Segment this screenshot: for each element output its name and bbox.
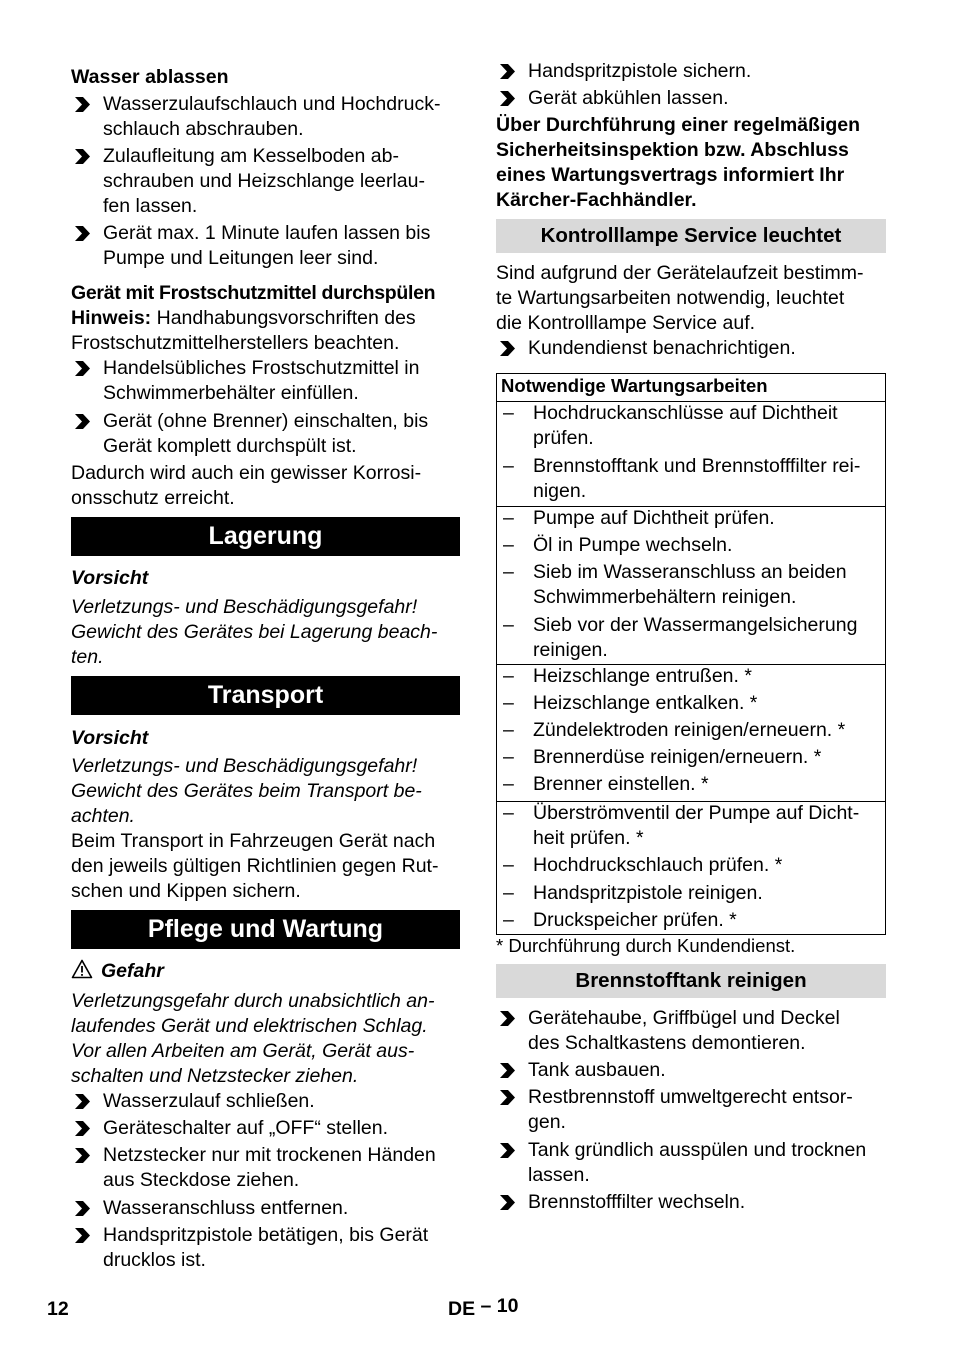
step-line: schrauben und Heizschlange leerlau- [103, 170, 425, 192]
step-line: lassen. [528, 1164, 590, 1186]
step-line: Wasserzulauf schließen. [103, 1090, 315, 1112]
arrow-icon [71, 1223, 95, 1248]
step-item [71, 409, 460, 459]
step-line: Geräteschalter auf „OFF“ stellen. [103, 1117, 389, 1139]
dash-bullet: – [503, 719, 514, 741]
service-info-paragraph [496, 113, 886, 213]
service-text [496, 261, 886, 336]
step-item [496, 1006, 886, 1056]
text-line: Sind aufgrund der Gerätelaufzeit bestimm- [496, 262, 864, 284]
list-item [497, 853, 885, 878]
text-line: Heizschlange entrußen. * [533, 665, 752, 687]
arrow-icon [496, 1190, 520, 1215]
dash-bullet: – [503, 507, 514, 529]
step-line: Kundendienst benachrichtigen. [528, 337, 796, 359]
step-line: Restbrennstoff umweltgerecht entsor- [528, 1086, 853, 1108]
text-line: Zündelektroden reinigen/erneuern. * [533, 719, 846, 741]
text-line: onsschutz erreicht. [71, 487, 235, 509]
hinweis-line-2: Frostschutzmittelherstellers beachten. [71, 332, 400, 354]
list-item [497, 745, 885, 770]
step-item [496, 86, 886, 111]
step-line: fen lassen. [103, 195, 198, 217]
arrow-icon [496, 1138, 520, 1163]
text-line: Pumpe auf Dichtheit prüfen. [533, 507, 775, 529]
text-line: Heizschlange entkalken. * [533, 692, 758, 714]
lang-code: DE [448, 1298, 476, 1320]
text-line: nigen. [533, 480, 587, 502]
page-number: 12 [47, 1298, 69, 1320]
arrow-icon [71, 409, 95, 434]
section-title-transport: Transport [71, 676, 460, 715]
text-line: prüfen. [533, 427, 594, 449]
step-line: Gerät komplett durchspült ist. [103, 435, 357, 457]
dash-bullet: – [503, 882, 514, 904]
text-line: Brenner einstellen. * [533, 773, 709, 795]
arrow-icon [71, 1089, 95, 1114]
step-line: Netzstecker nur mit trockenen Händen [103, 1144, 436, 1166]
heading-frostschutz: Gerät mit Frostschutzmittel durchspülen [71, 282, 436, 304]
step-line: Handspritzpistole betätigen, bis Gerät [103, 1224, 429, 1246]
dash-bullet: – [503, 561, 514, 583]
step-line: Wasserzulaufschlauch und Hochdruck- [103, 93, 441, 115]
arrow-icon [71, 356, 95, 381]
text-line: ten. [71, 646, 104, 668]
text-line: te Wartungsarbeiten notwendig, leuchtet [496, 287, 845, 309]
list-item [497, 691, 885, 716]
text-line: Handspritzpistole reinigen. [533, 882, 763, 904]
text-line: Öl in Pumpe wechseln. [533, 534, 733, 556]
vorsicht-label: Vorsicht [71, 727, 149, 749]
dash-bullet: – [503, 802, 514, 824]
step-item [496, 1138, 886, 1188]
text-line: eines Wartungsvertrags informiert Ihr [496, 164, 845, 186]
step-line: Brennstofffilter wechseln. [528, 1191, 746, 1213]
arrow-icon [496, 336, 520, 361]
step-line: gen. [528, 1111, 566, 1133]
text-line: laufendes Gerät und elektrischen Schlag. [71, 1015, 428, 1037]
step-item [496, 336, 886, 361]
section-title-pflege: Pflege und Wartung [71, 910, 460, 949]
dash-bullet: – [503, 746, 514, 768]
frost-note [71, 461, 460, 511]
step-line: drucklos ist. [103, 1249, 206, 1271]
subsection-title-brennstofftank: Brennstofftank reinigen [496, 964, 886, 998]
step-item [496, 59, 886, 84]
text-line: den jeweils gültigen Richtlinien gegen Rut- [71, 855, 439, 877]
text-line: Gewicht des Gerätes beim Transport be- [71, 780, 422, 802]
text-line: Gewicht des Gerätes bei Lagerung beach- [71, 621, 438, 643]
text-line: Sieb vor der Wassermangelsicherung [533, 614, 858, 636]
list-item [497, 881, 885, 906]
text-line: Brennstofftank und Brennstofffilter rei- [533, 455, 861, 477]
hinweis-text: Handhabungsvorschriften des [151, 307, 416, 329]
maintenance-table [496, 373, 886, 935]
text-line: die Kontrolllampe Service auf. [496, 312, 756, 334]
text-line: Beim Transport in Fahrzeugen Gerät nach [71, 830, 436, 852]
dash-bullet: – [503, 665, 514, 687]
dash-bullet: – [503, 614, 514, 636]
transport-warning [71, 754, 460, 829]
footer-lang [448, 1297, 519, 1322]
text-line: Sicherheitsinspektion bzw. Abschluss [496, 139, 849, 161]
text-line: Überströmventil der Pumpe auf Dicht- [533, 802, 860, 824]
step-item [496, 1190, 886, 1215]
list-item [497, 664, 885, 689]
text-line: Hochdruckanschlüsse auf Dichtheit [533, 402, 838, 424]
step-line: Handspritzpistole sichern. [528, 60, 752, 82]
text-line: Hochdruckschlauch prüfen. * [533, 854, 783, 876]
text-line: Dadurch wird auch ein gewisser Korrosi- [71, 462, 422, 484]
step-item [71, 1223, 460, 1273]
text-line: Verletzungs- und Beschädigungsgefahr! [71, 596, 418, 618]
gefahr-text [71, 989, 460, 1089]
footer-subpage: 10 [496, 1295, 519, 1317]
arrow-icon [496, 59, 520, 84]
step-line: Pumpe und Leitungen leer sind. [103, 247, 379, 269]
arrow-icon [496, 1058, 520, 1083]
arrow-icon [71, 1196, 95, 1221]
step-line: Gerät (ohne Brenner) einschalten, bis [103, 410, 429, 432]
heading-wasser-ablassen: Wasser ablassen [71, 66, 229, 88]
step-line: Schwimmerbehälter einfüllen. [103, 382, 359, 404]
table-group [497, 401, 885, 507]
dash-bullet: – [503, 909, 514, 931]
arrow-icon [71, 92, 95, 117]
hinweis-label: Hinweis: [71, 307, 152, 329]
dash-bullet: – [503, 773, 514, 795]
step-line: Zulaufleitung am Kesselboden ab- [103, 145, 399, 167]
table-header: Notwendige Wartungsarbeiten [497, 374, 885, 402]
step-line: des Schaltkastens demontieren. [528, 1032, 806, 1054]
gefahr-heading [71, 959, 460, 986]
step-line: Wasseranschluss entfernen. [103, 1197, 349, 1219]
list-item [497, 801, 885, 851]
text-line: heit prüfen. * [533, 827, 644, 849]
text-line: achten. [71, 805, 135, 827]
list-item [497, 560, 885, 610]
arrow-icon [71, 1143, 95, 1168]
text-line: Verletzungs- und Beschädigungsgefahr! [71, 755, 418, 777]
gefahr-label: Gefahr [101, 960, 164, 982]
dash-bullet: – [503, 455, 514, 477]
list-item [497, 533, 885, 558]
lagerung-warning [71, 595, 460, 670]
text-line: Kärcher-Fachhändler. [496, 189, 697, 211]
dash-bullet: – [503, 854, 514, 876]
step-line: Tank ausbauen. [528, 1059, 666, 1081]
arrow-icon [496, 1006, 520, 1031]
arrow-icon [71, 144, 95, 169]
step-item [71, 1196, 460, 1221]
table-footnote: * Durchführung durch Kundendienst. [496, 935, 796, 956]
text-line: schen und Kippen sichern. [71, 880, 301, 902]
text-line: Über Durchführung einer regelmäßigen [496, 114, 861, 136]
list-item [497, 772, 885, 797]
list-item [497, 718, 885, 743]
step-item [71, 221, 460, 271]
transport-note [71, 829, 460, 904]
step-line: Gerätehaube, Griffbügel und Deckel [528, 1007, 840, 1029]
list-item [497, 454, 885, 504]
dash-bullet: – [503, 534, 514, 556]
list-item [497, 613, 885, 663]
footer-dash: – [480, 1295, 492, 1317]
step-line: Tank gründlich ausspülen und trocknen [528, 1139, 867, 1161]
list-item [497, 401, 885, 451]
step-item [71, 92, 460, 142]
step-line: schlauch abschrauben. [103, 118, 304, 140]
arrow-icon [71, 221, 95, 246]
text-line: reinigen. [533, 639, 608, 661]
step-line: Gerät max. 1 Minute laufen lassen bis [103, 222, 431, 244]
table-group [497, 664, 885, 802]
text-line: Schwimmerbehältern reinigen. [533, 586, 797, 608]
list-item [497, 506, 885, 531]
list-item [497, 908, 885, 933]
step-item [71, 144, 460, 219]
arrow-icon [496, 86, 520, 111]
text-line: Sieb im Wasseranschluss an beiden [533, 561, 847, 583]
step-line: aus Steckdose ziehen. [103, 1169, 300, 1191]
text-line: Druckspeicher prüfen. * [533, 909, 737, 931]
step-line: Gerät abkühlen lassen. [528, 87, 729, 109]
text-line: schalten und Netzstecker ziehen. [71, 1065, 359, 1087]
step-item [71, 356, 460, 406]
hinweis-line-1 [71, 306, 460, 331]
arrow-icon [496, 1085, 520, 1110]
step-item [496, 1085, 886, 1135]
table-group [497, 506, 885, 665]
text-line: Brennerdüse reinigen/erneuern. * [533, 746, 822, 768]
warning-triangle-icon [71, 959, 93, 986]
text-line: Verletzungsgefahr durch unabsichtlich an- [71, 990, 435, 1012]
vorsicht-label: Vorsicht [71, 567, 149, 589]
dash-bullet: – [503, 402, 514, 424]
subsection-title-kontrolllampe: Kontrolllampe Service leuchtet [496, 219, 886, 253]
step-item [496, 1058, 886, 1083]
step-item [71, 1089, 460, 1114]
text-line: Vor allen Arbeiten am Gerät, Gerät aus- [71, 1040, 415, 1062]
step-line: Handelsübliches Frostschutzmittel in [103, 357, 420, 379]
table-group [497, 801, 885, 934]
step-item [71, 1143, 460, 1193]
arrow-icon [71, 1116, 95, 1141]
step-item [71, 1116, 460, 1141]
dash-bullet: – [503, 692, 514, 714]
section-title-lagerung: Lagerung [71, 517, 460, 556]
